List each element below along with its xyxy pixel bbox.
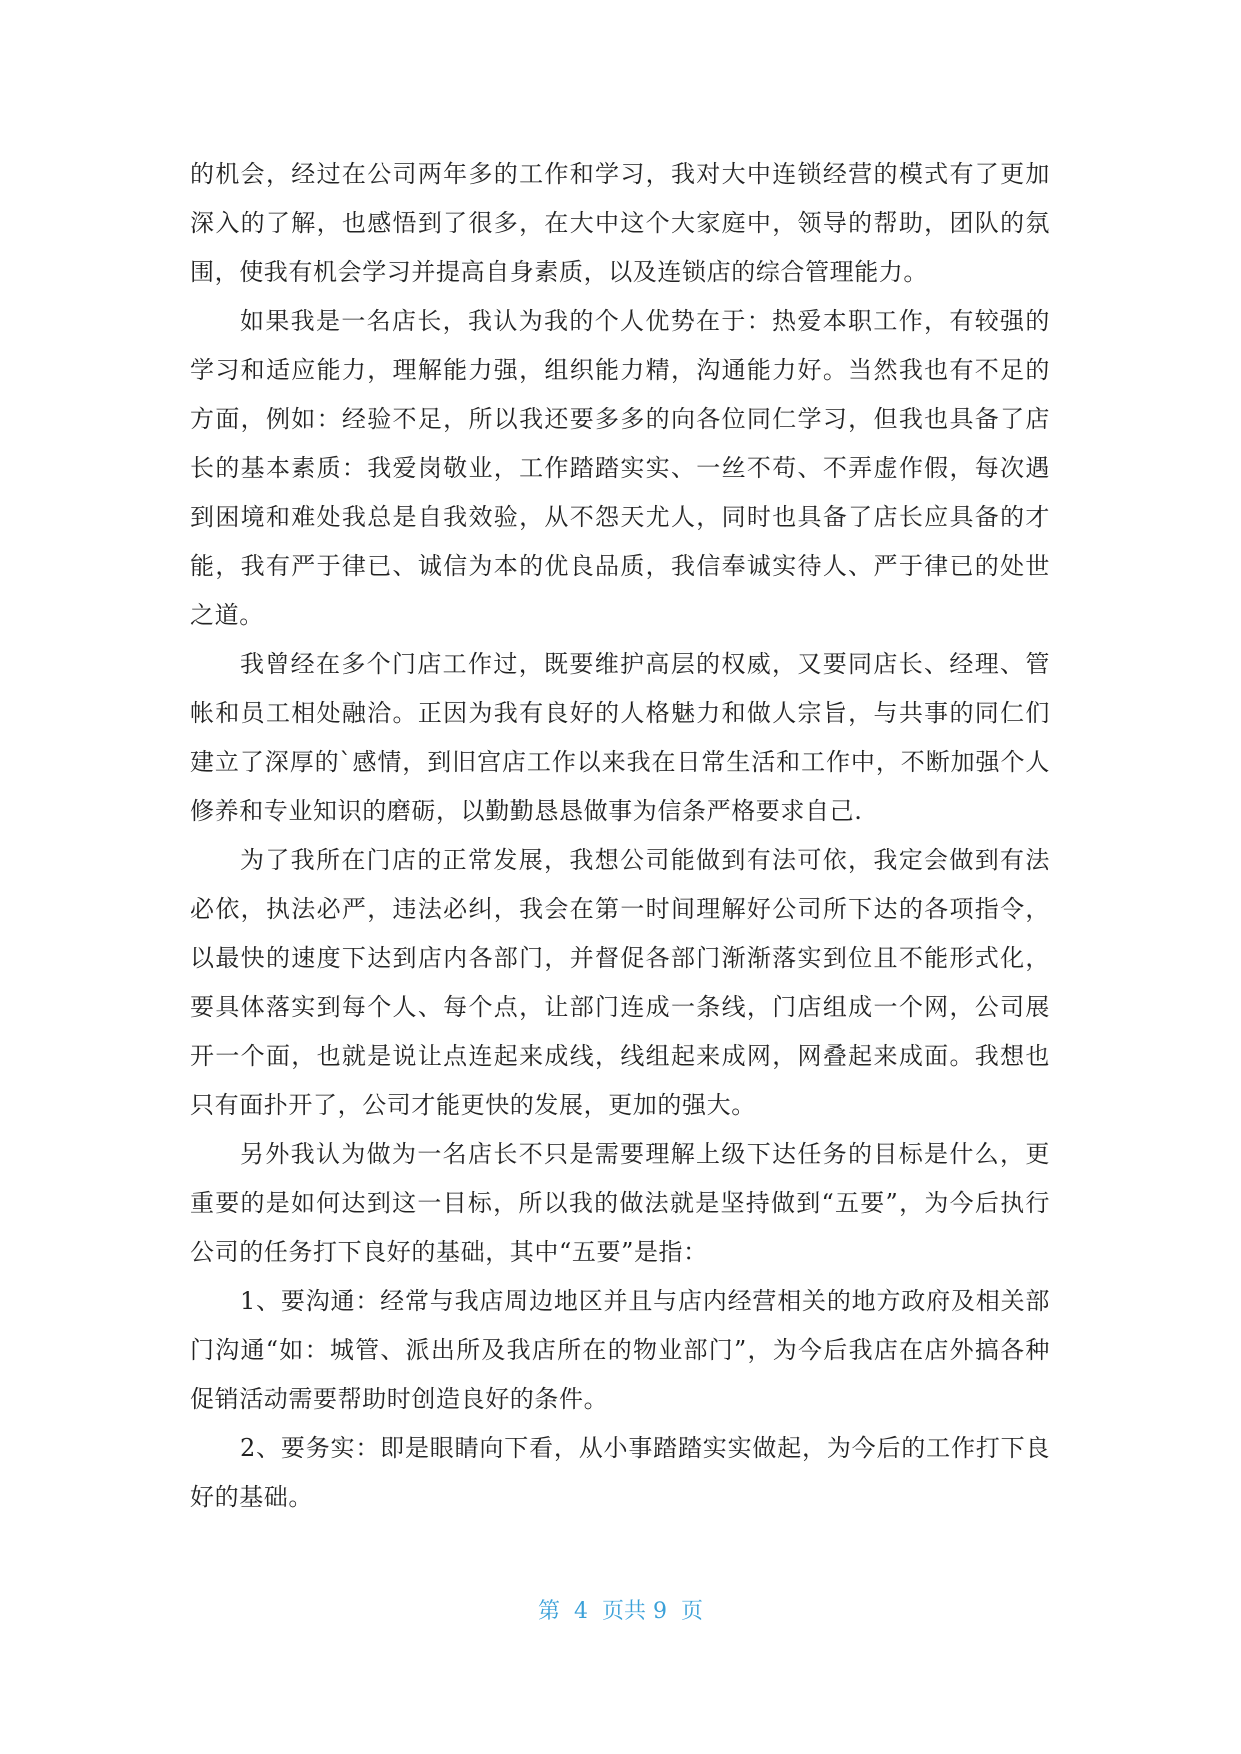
page-number-footer: 第 4 页共 9 页 (538, 1599, 703, 1624)
paragraph-store-experience: 我曾经在多个门店工作过，既要维护高层的权威，又要同店长、经理、管帐和员工相处融洽。正因为我有良好的人格魅力和做人宗旨，与共事的同仁们建立了深厚的`感情，到旧宫店工作以来我在日常生活和工作中，不断加强个人修养和专业知识的磨砺，以勤勤恳恳做事为信条严格要求自己. (190, 650, 1050, 825)
paragraph-continuation: 的机会，经过在公司两年多的工作和学习，我对大中连锁经营的模式有了更加深入的了解，也感悟到了很多，在大中这个大家庭中，领导的帮助，团队的氛围，使我有机会学习并提高自身素质，以及连锁店的综合管理能力。 (190, 160, 1050, 286)
paragraph-five-musts-intro: 另外我认为做为一名店长不只是需要理解上级下达任务的目标是什么，更重要的是如何达到这一目标，所以我的做法就是坚持做到“五要”，为今后执行公司的任务打下良好的基础，其中“五要”是指： (190, 1140, 1050, 1266)
paragraph-personal-strengths: 如果我是一名店长，我认为我的个人优势在于：热爱本职工作，有较强的学习和适应能力，理解能力强，组织能力精，沟通能力好。当然我也有不足的方面，例如：经验不足，所以我还要多多的向各位同仁学习，但我也具备了店长的基本素质：我爱岗敬业，工作踏踏实实、一丝不苟、不弄虚作假，每次遇到困境和难处我总是自我效验，从不怨天尤人，同时也具备了店长应具备的才能，我有严于律已、诚信为本的优良品质，我信奉诚实待人、严于律已的处世之道。 (190, 307, 1050, 629)
paragraph-item-communicate: 1、要沟通：经常与我店周边地区并且与店内经营相关的地方政府及相关部门沟通“如：城管、派出所及我店所在的物业部门”，为今后我店在店外搞各种促销活动需要帮助时创造良好的条件。 (190, 1287, 1050, 1413)
paragraph-store-development: 为了我所在门店的正常发展，我想公司能做到有法可依，我定会做到有法必依，执法必严，违法必纠，我会在第一时间理解好公司所下达的各项指令，以最快的速度下达到店内各部门，并督促各部门渐渐落实到位且不能形式化，要具体落实到每个人、每个点，让部门连成一条线，门店组成一个网，公司展开一个面，也就是说让点连起来成线，线组起来成网，网叠起来成面。我想也只有面扑开了，公司才能更快的发展，更加的强大。 (190, 846, 1050, 1119)
document-body (190, 150, 1050, 1522)
paragraph-item-practical: 2、要务实：即是眼睛向下看，从小事踏踏实实做起，为今后的工作打下良好的基础。 (190, 1434, 1050, 1511)
